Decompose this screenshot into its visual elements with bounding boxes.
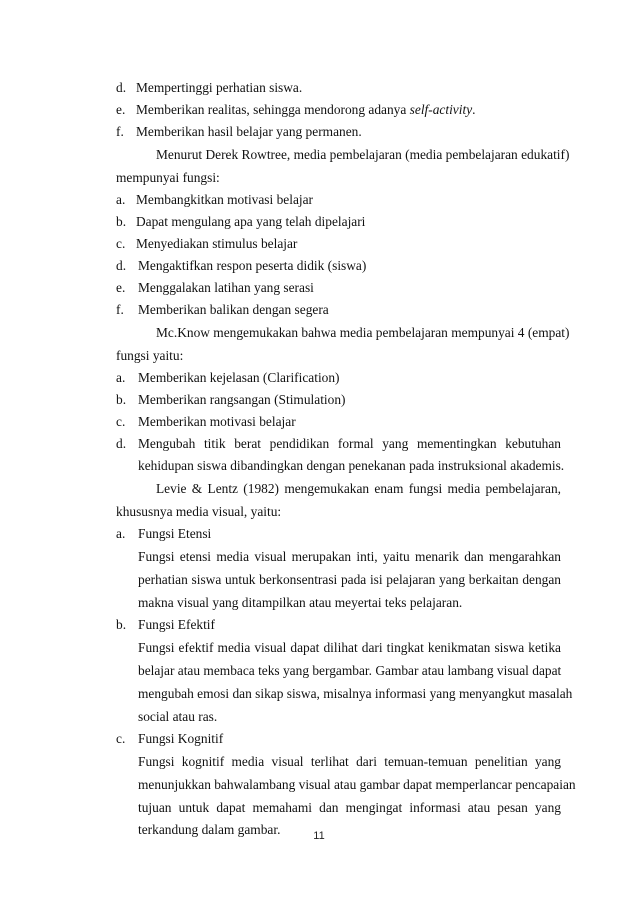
- list-item: b. Dapat mengulang apa yang telah dipelajari: [116, 214, 366, 229]
- function-heading: b. Fungsi Efektif: [116, 617, 215, 632]
- list-marker: d.: [116, 436, 127, 451]
- list-item: c. Memberikan motivasi belajar: [116, 414, 296, 429]
- list-item: e. Memberikan realitas, sehingga mendorong adanya self-activity.: [116, 102, 476, 117]
- function-line: social atau ras.: [138, 709, 218, 724]
- paragraph-line: mempunyai fungsi:: [116, 170, 220, 185]
- list-item: b. Memberikan rangsangan (Stimulation): [116, 392, 346, 407]
- paragraph-line: Mc.Know mengemukakan bahwa media pembelajaran mempunyai 4 (empat): [156, 325, 570, 340]
- function-heading: a. Fungsi Etensi: [116, 526, 212, 541]
- list-item: c. Menyediakan stimulus belajar: [116, 236, 298, 251]
- function-line: terkandung dalam gambar.: [138, 822, 281, 837]
- list-item: d. Mempertinggi perhatian siswa.: [116, 80, 303, 95]
- paragraph-line: fungsi yaitu:: [116, 348, 184, 363]
- list-item: f. Memberikan balikan dengan segera: [116, 302, 329, 317]
- paragraph-line: khususnya media visual, yaitu:: [116, 504, 282, 519]
- function-heading: c. Fungsi Kognitif: [116, 731, 224, 746]
- page-number: 11: [313, 830, 325, 842]
- list-item: a. Memberikan kejelasan (Clarification): [116, 370, 340, 385]
- function-line: tujuan untuk dapat memahami dan mengingat informasi atau pesan yang: [138, 800, 561, 815]
- function-line: Fungsi efektif media visual dapat dilihat dari tingkat kenikmatan siswa ketika: [138, 640, 561, 655]
- list-item: a. Membangkitkan motivasi belajar: [116, 192, 314, 207]
- list-item: f. Memberikan hasil belajar yang permanen.: [116, 124, 362, 139]
- list-item: d. Mengaktifkan respon peserta didik (siswa): [116, 258, 367, 273]
- function-line: makna visual yang ditampilkan atau meyertai teks pelajaran.: [138, 595, 463, 610]
- list-item-line: kehidupan siswa dibandingkan dengan penekanan pada instruksional akademis.: [138, 458, 565, 473]
- function-line: belajar atau membaca teks yang bergambar. Gambar atau lambang visual dapat: [138, 663, 562, 678]
- function-line: perhatian siswa untuk berkonsentrasi pada isi pelajaran yang berkaitan dengan: [138, 572, 561, 587]
- function-line: menunjukkan bahwalambang visual atau gambar dapat memperlancar pencapaian: [138, 777, 576, 792]
- list-item: e. Menggalakan latihan yang serasi: [116, 280, 314, 295]
- function-line: mengubah emosi dan sikap siswa, misalnya informasi yang menyangkut masalah: [138, 686, 573, 701]
- paragraph-line: Levie & Lentz (1982) mengemukakan enam fungsi media pembelajaran,: [156, 481, 561, 496]
- function-line: Fungsi etensi media visual merupakan inti, yaitu menarik dan mengarahkan: [138, 549, 561, 564]
- function-line: Fungsi kognitif media visual terlihat dari temuan-temuan penelitian yang: [138, 754, 561, 769]
- list-item-line: Mengubah titik berat pendidikan formal yang mementingkan kebutuhan: [138, 436, 561, 451]
- paragraph-line: Menurut Derek Rowtree, media pembelajaran (media pembelajaran edukatif): [156, 147, 570, 162]
